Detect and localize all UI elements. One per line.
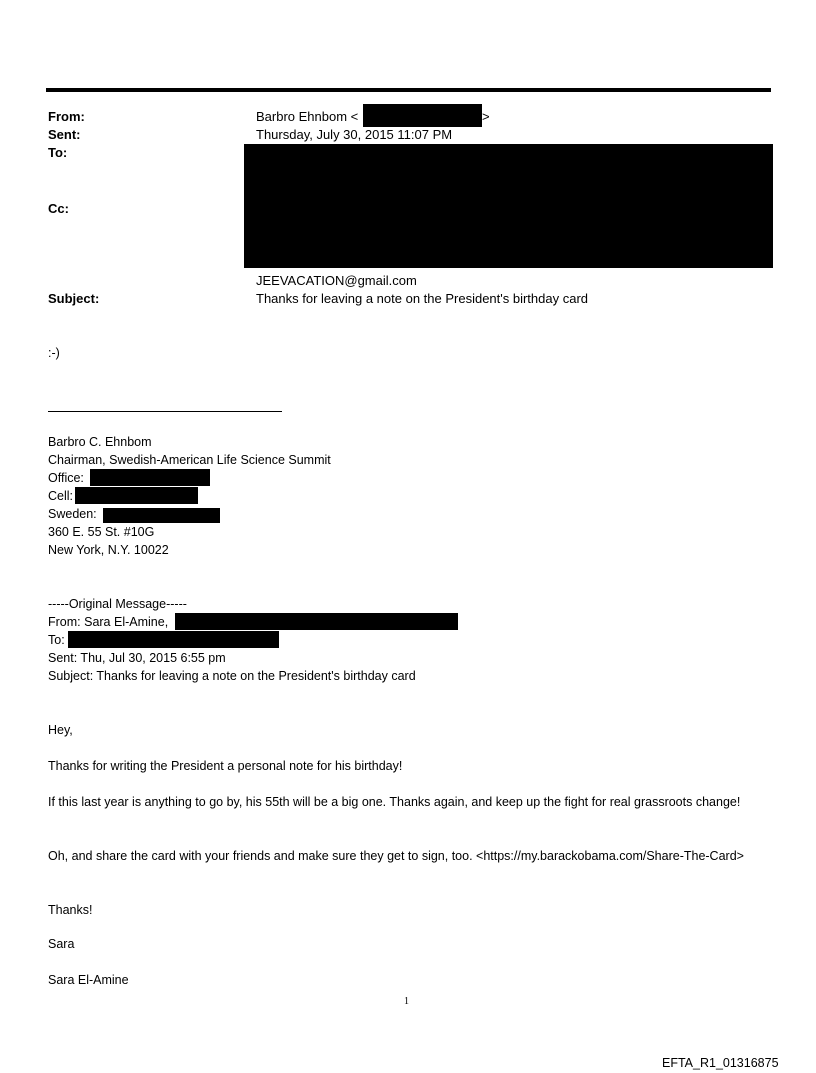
cc-last-line: JEEVACATION@gmail.com xyxy=(256,273,417,288)
signature-office-label: Office: xyxy=(48,471,84,485)
signature-sweden-label: Sweden: xyxy=(48,507,97,521)
redaction-original-from xyxy=(175,613,458,630)
from-value-close: > xyxy=(482,109,490,124)
sent-value: Thursday, July 30, 2015 11:07 PM xyxy=(256,127,453,142)
subject-value: Thanks for leaving a note on the President's birthday card xyxy=(256,291,589,306)
header-rule xyxy=(46,88,771,92)
redaction-cell xyxy=(75,487,198,504)
signature-title: Chairman, Swedish-American Life Science Summit xyxy=(48,453,331,467)
signature-cell-label: Cell: xyxy=(48,489,74,503)
document-id: EFTA_R1_01316875 xyxy=(662,1056,779,1070)
original-paragraph-2: If this last year is anything to go by, his 55th will be a big one. Thanks again, and keep up the fight for real grassroots change! xyxy=(48,795,741,809)
redaction-from-email xyxy=(363,104,482,127)
signature-rule xyxy=(48,411,282,412)
subject-label: Subject: xyxy=(48,291,100,306)
original-paragraph-1: Thanks for writing the President a personal note for his birthday! xyxy=(48,759,403,773)
message-smiley: :-) xyxy=(48,346,60,360)
to-label: To: xyxy=(48,145,68,160)
redaction-original-to xyxy=(68,631,279,648)
original-sign-2: Sara El-Amine xyxy=(48,973,129,987)
original-thanks: Thanks! xyxy=(48,903,93,917)
sent-label: Sent: xyxy=(48,127,81,142)
original-subject: Subject: Thanks for leaving a note on the President's birthday card xyxy=(48,669,416,683)
cc-label: Cc: xyxy=(48,201,69,216)
original-sent: Sent: Thu, Jul 30, 2015 6:55 pm xyxy=(48,651,226,665)
signature-address2: New York, N.Y. 10022 xyxy=(48,543,169,557)
original-to: To: xyxy=(48,633,65,647)
original-greeting: Hey, xyxy=(48,723,73,737)
signature-name: Barbro C. Ehnbom xyxy=(48,435,152,449)
original-from: From: Sara El-Amine, xyxy=(48,615,169,629)
original-paragraph-3: Oh, and share the card with your friends and make sure they get to sign, too. <https://my.barackobama.com/Share-The-Card> xyxy=(48,849,744,863)
signature-address1: 360 E. 55 St. #10G xyxy=(48,525,155,539)
redaction-sweden xyxy=(103,508,220,523)
from-label: From: xyxy=(48,109,85,124)
redaction-recipients xyxy=(244,144,773,268)
original-sign-1: Sara xyxy=(48,937,75,951)
redaction-office xyxy=(90,469,210,486)
original-marker: -----Original Message----- xyxy=(48,597,187,611)
page-number: 1 xyxy=(404,996,409,1007)
from-value: Barbro Ehnbom < xyxy=(256,109,359,124)
